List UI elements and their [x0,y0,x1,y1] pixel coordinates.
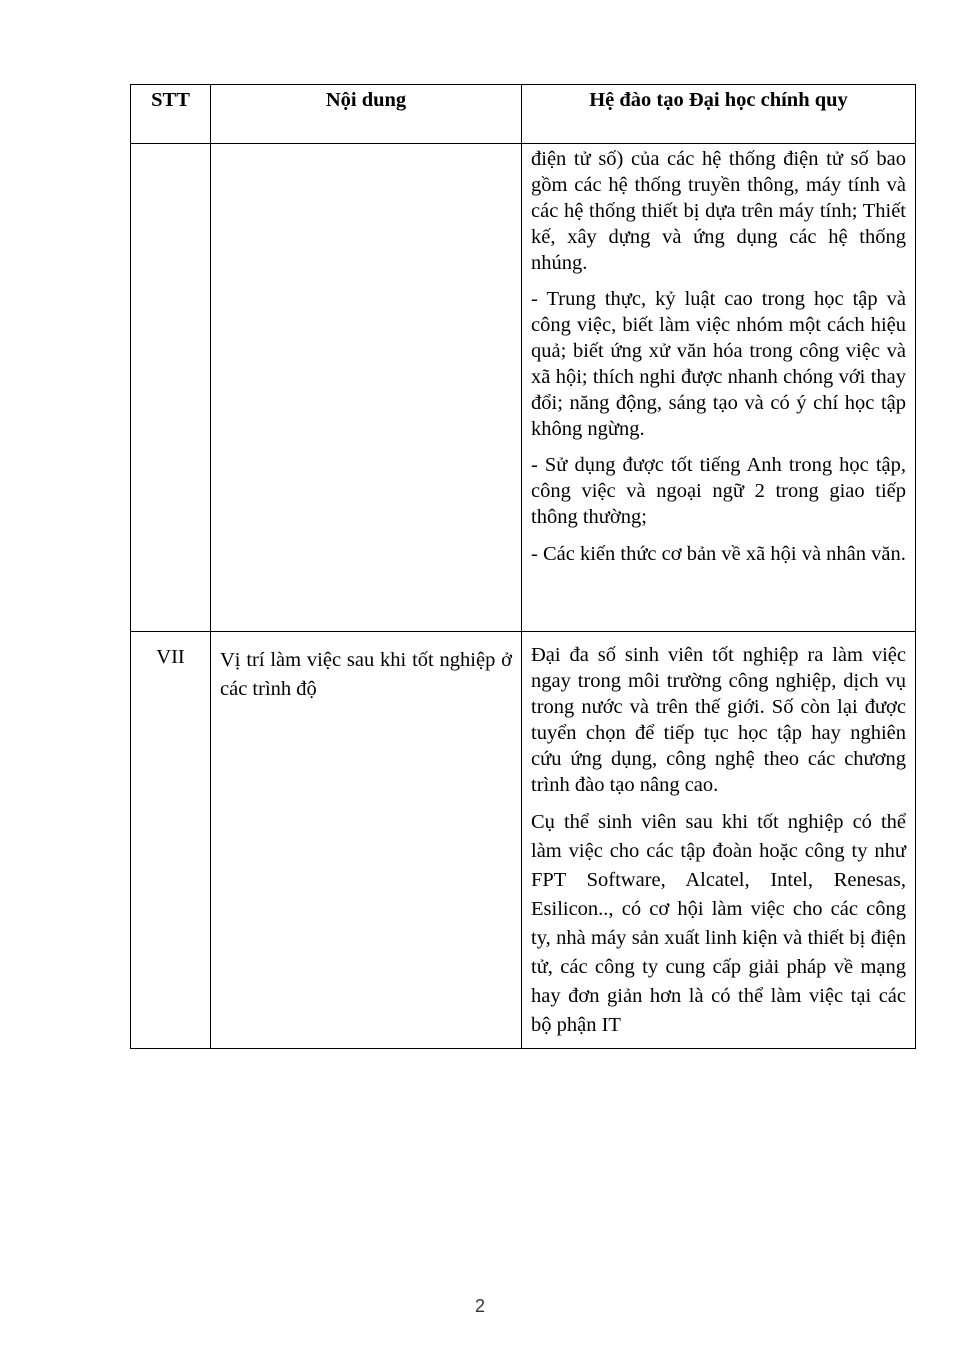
header-stt: STT [131,85,211,144]
table-row [131,632,916,1049]
row-content: Vị trí làm việc sau khi tốt nghiệp ở các trình độ [211,632,522,1049]
table-header-row [131,85,916,144]
header-content: Nội dung [211,85,522,144]
row-content [211,144,522,632]
program-paragraph: - Trung thực, kỷ luật cao trong học tập và công việc, biết làm việc nhóm một cách hiệu quả; biết ứng xử văn hóa trong công việc và xã hội; thích nghi được nhanh chóng với thay đổi; năng động, sáng tạo và có ý chí học tập không ngừng. [531,288,906,440]
row-stt: VII [131,632,211,1049]
row-program [522,144,916,632]
row-program [522,632,916,1049]
header-program: Hệ đào tạo Đại học chính quy [522,85,916,144]
program-paragraph: - Các kiến thức cơ bản về xã hội và nhân văn. [531,543,906,565]
program-paragraph: Cụ thể sinh viên sau khi tốt nghiệp có thể làm việc cho các tập đoàn hoặc công ty như FPT Software, Alcatel, Intel, Renesas, Esilicon.., có cơ hội làm việc cho các công ty, nhà máy sản xuất linh kiện và thiết bị điện tử, các công ty cung cấp giải pháp về mạng hay đơn giản hơn là có thể làm việc tại các bộ phận IT [531,811,906,1036]
program-paragraph: Đại đa số sinh viên tốt nghiệp ra làm việc ngay trong môi trường công nghiệp, dịch vụ trong nước và trên thế giới. Số còn lại được tuyển chọn để tiếp tục học tập hay nghiên cứu ứng dụng, công nghệ theo các chương trình đào tạo nâng cao. [531,644,906,796]
row-stt [131,144,211,632]
table-row [131,144,916,632]
page-number: 2 [474,1296,485,1316]
program-paragraph: - Sử dụng được tốt tiếng Anh trong học tập, công việc và ngoại ngữ 2 trong giao tiếp thông thường; [531,454,906,528]
program-table [130,84,916,1049]
program-paragraph: điện tử số) của các hệ thống điện tử số bao gồm các hệ thống truyền thông, máy tính và các hệ thống thiết bị dựa trên máy tính; Thiết kế, xây dựng và ứng dụng các hệ thống nhúng. [531,148,906,274]
